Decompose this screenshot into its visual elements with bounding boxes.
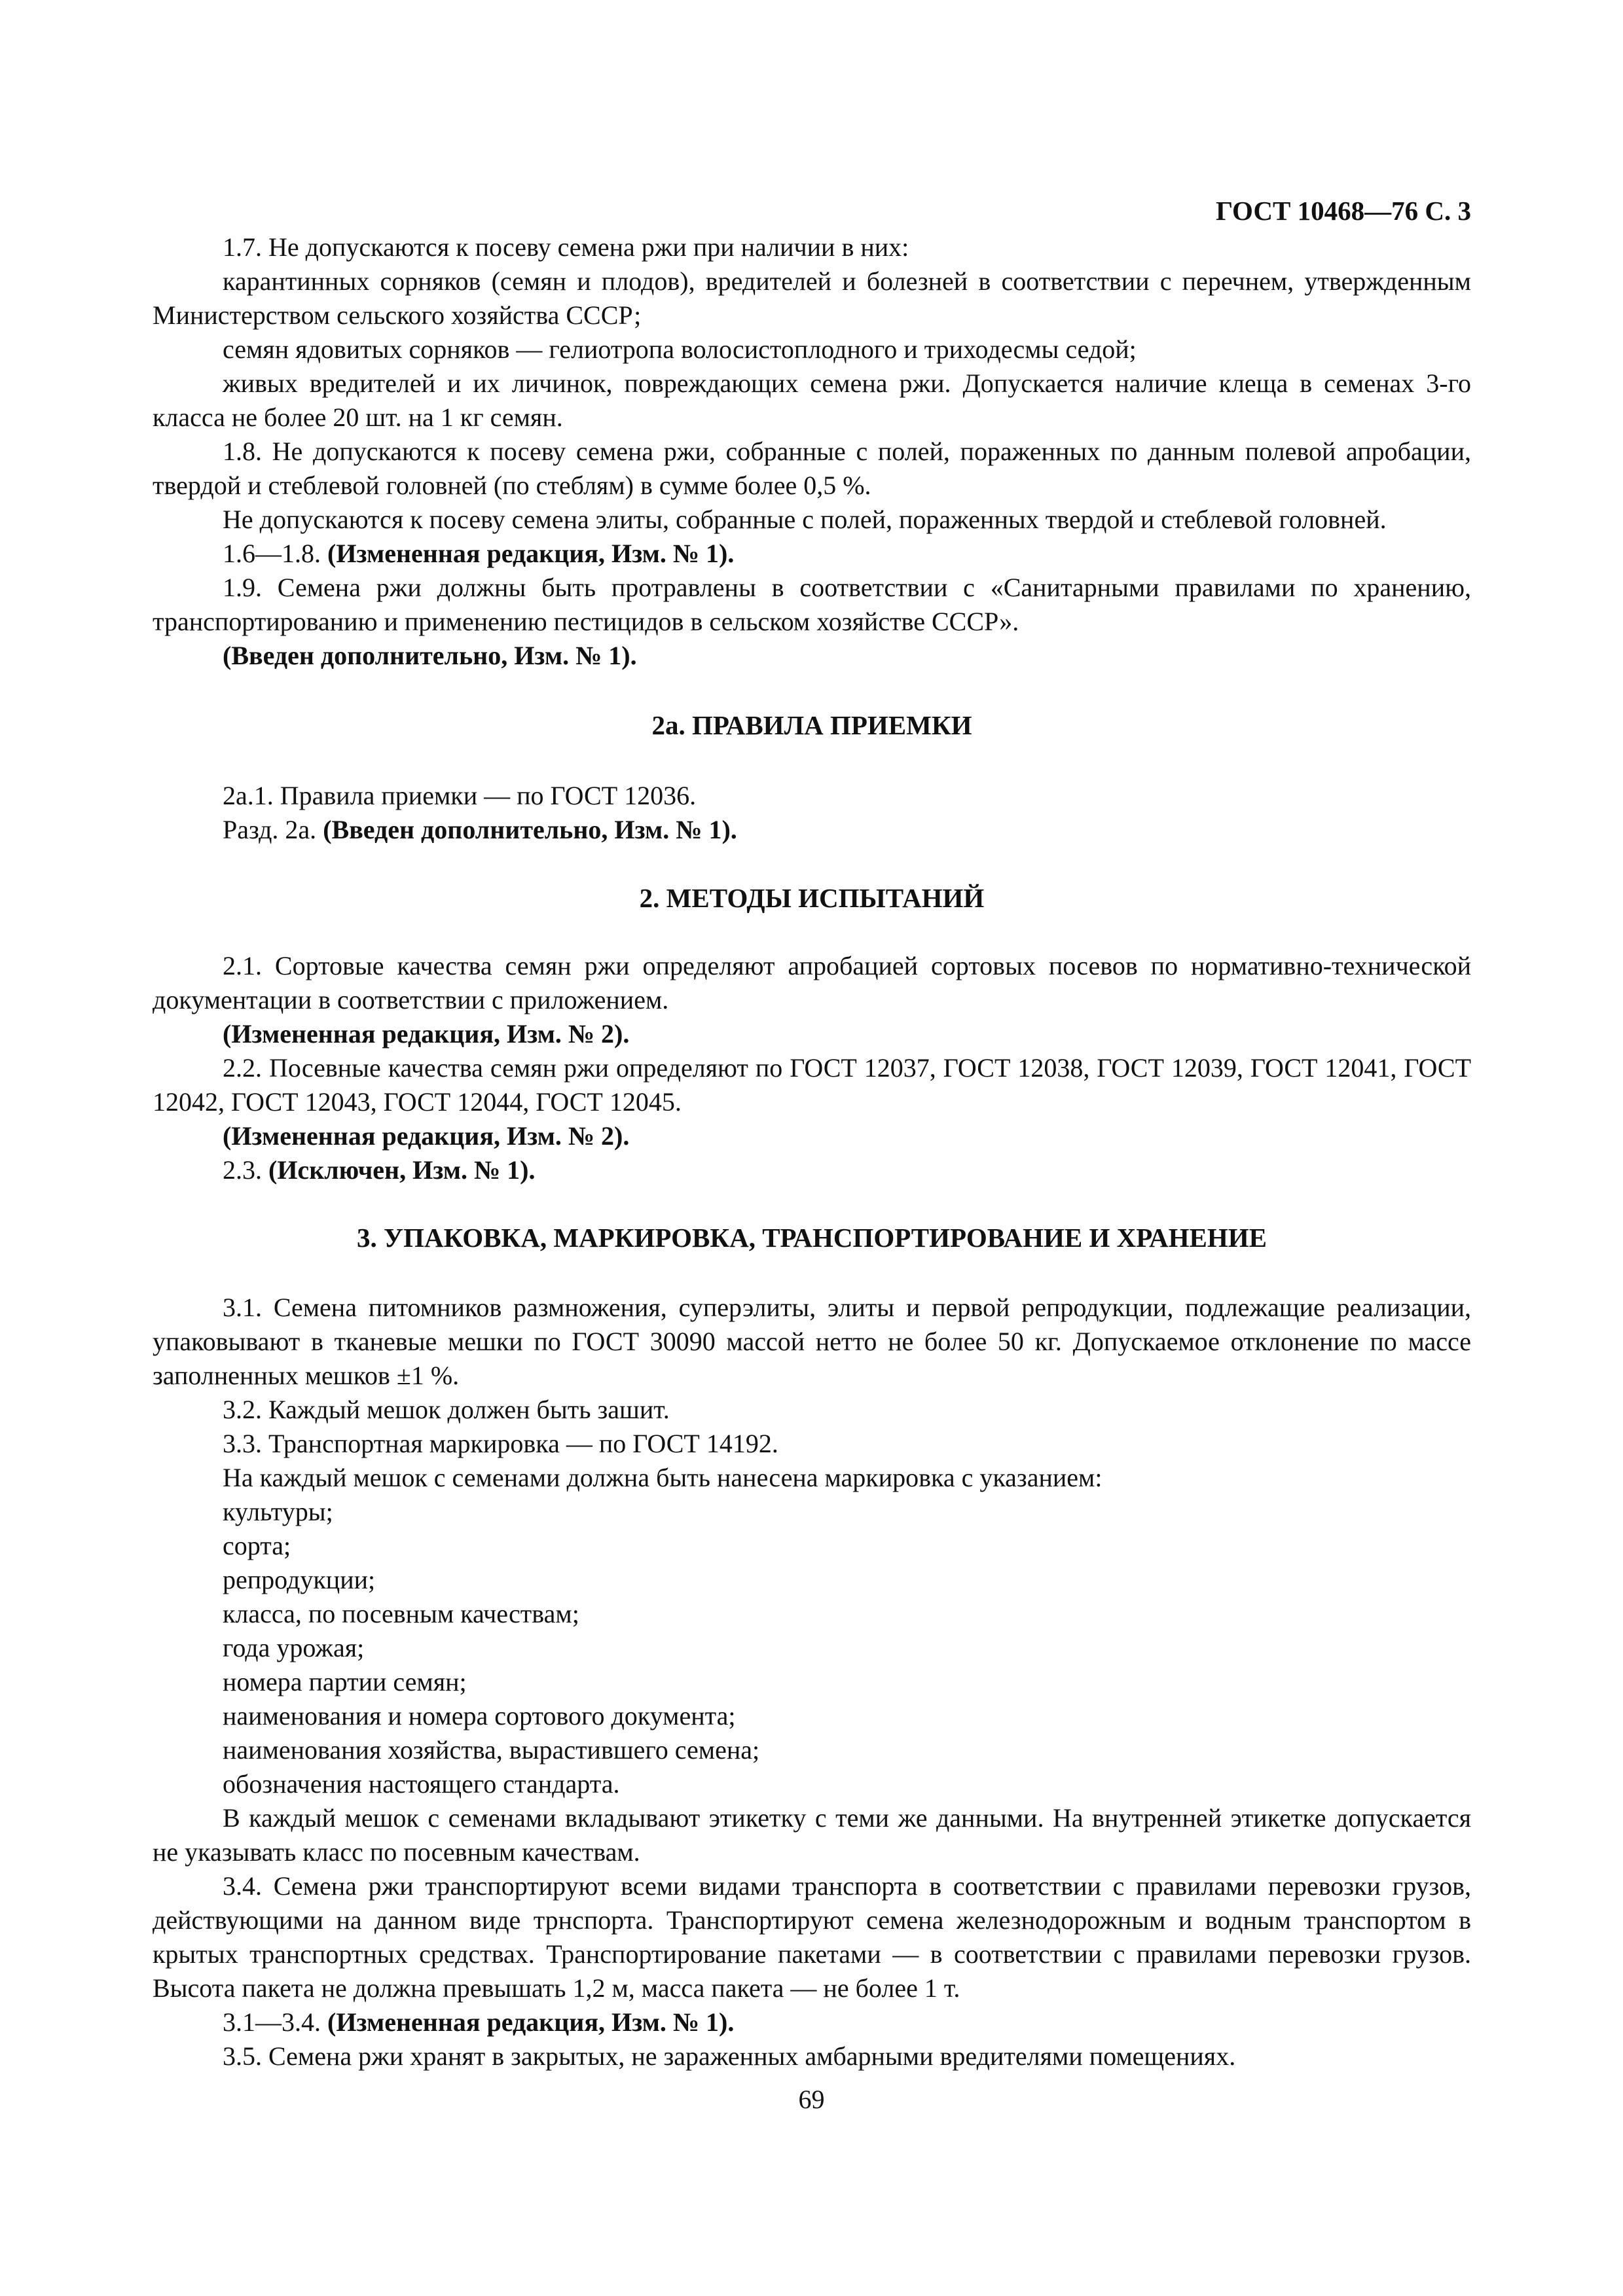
note-number: 3.1—3.4. <box>223 2007 321 2037</box>
list-item: сорта; <box>223 1531 291 1560</box>
paragraph-1-7: 1.7. Не допускаются к посеву семена ржи при наличии в них: <box>223 232 909 262</box>
paragraph-1-7-pests: живых вредителей и их личинок, повреждающих семена ржи. Допускается наличие клеща в семенах 3-го класса не более 20 шт. на 1 кг семян. <box>153 368 1471 432</box>
list-item: номера партии семян; <box>223 1667 467 1696</box>
page-header: ГОСТ 10468—76 С. 3 <box>1215 196 1471 226</box>
note-number: 1.6—1.8. <box>223 539 321 568</box>
paragraph-1-8-elite: Не допускаются к посеву семена элиты, собранные с полей, пораженных твердой и стеблевой головней. <box>223 505 1387 534</box>
amendment-note-2-1 <box>153 1017 1471 1051</box>
note-text: (Измененная редакция, Изм. № 2). <box>223 1019 630 1049</box>
list-item: репродукции; <box>223 1565 376 1594</box>
paragraph-1-7-weeds: семян ядовитых сорняков — гелиотропа волосистоплодного и триходесмы седой; <box>223 334 1137 364</box>
paragraph-3-1: 3.1. Семена питомников размножения, суперэлиты, элиты и первой репродукции, подлежащие реализации, упаковывают в тканевые мешки по ГОСТ 30090 массой нетто не более 50 кг. Допускаемое отклонение по массе заполненных мешков ±1 %. <box>153 1293 1471 1390</box>
page-content <box>153 230 1471 2073</box>
note-text: (Введен дополнительно, Изм. № 1). <box>223 641 637 670</box>
note-number: 2.3. <box>223 1155 262 1185</box>
page-number: 69 <box>798 2085 825 2114</box>
amendment-note-3-1-3-4 <box>153 2005 1471 2039</box>
amendment-note-2a <box>153 813 1471 847</box>
amendment-note-2-2 <box>153 1119 1471 1153</box>
note-text: (Измененная редакция, Изм. № 1). <box>327 2007 735 2037</box>
note-text: (Исключен, Изм. № 1). <box>268 1155 536 1185</box>
list-item: года урожая; <box>223 1633 365 1662</box>
paragraph-3-3-marking: На каждый мешок с семенами должна быть нанесена маркировка с указанием: <box>223 1463 1103 1492</box>
note-text: (Измененная редакция, Изм. № 1). <box>327 539 735 568</box>
paragraph-3-2: 3.2. Каждый мешок должен быть зашит. <box>223 1395 670 1424</box>
paragraph-3-4: 3.4. Семена ржи транспортируют всеми видами транспорта в соответствии с правилами перевозки грузов, действующими на данном виде трнспорта. Транспортируют семена железнодорожным и водным транспортом в крытых транспортных средствах. Транспортирование пакетами — в соответствии с правилами перевозки грузов. Высота пакета не должна превышать 1,2 м, масса пакета — не более 1 т. <box>153 1871 1471 2003</box>
amendment-note-1-9 <box>153 639 1471 673</box>
note-number: Разд. 2а. <box>223 815 317 844</box>
paragraph-2a-1: 2а.1. Правила приемки — по ГОСТ 12036. <box>223 781 697 810</box>
paragraph-2-3 <box>153 1153 1471 1187</box>
paragraph-3-3: 3.3. Транспортная маркировка — по ГОСТ 14192. <box>223 1429 778 1458</box>
list-item: наименования хозяйства, вырастившего семена; <box>223 1735 760 1765</box>
list-item: наименования и номера сортового документа; <box>223 1701 736 1731</box>
paragraph-1-9: 1.9. Семена ржи должны быть протравлены в соответствии с «Санитарными правилами по хранению, транспортированию и применению пестицидов в сельском хозяйстве СССР». <box>153 573 1471 636</box>
list-item: обозначения настоящего стандарта. <box>223 1769 620 1799</box>
paragraph-3-5: 3.5. Семена ржи хранят в закрытых, не зараженных амбарными вредителями помещениях. <box>223 2041 1236 2071</box>
marking-list <box>153 1495 1471 1801</box>
paragraph-2-2: 2.2. Посевные качества семян ржи определяют по ГОСТ 12037, ГОСТ 12038, ГОСТ 12039, ГОСТ 12041, ГОСТ 12042, ГОСТ 12043, ГОСТ 12044, ГОСТ 12045. <box>153 1053 1471 1117</box>
list-item: класса, по посевным качествам; <box>223 1599 579 1628</box>
paragraph-2-1: 2.1. Сортовые качества семян ржи определяют апробацией сортовых посевов по нормативно-технической документации в соответствии с приложением. <box>153 951 1471 1014</box>
section-title-2a: 2а. ПРАВИЛА ПРИЕМКИ <box>651 710 972 740</box>
list-item: культуры; <box>223 1497 333 1526</box>
paragraph-3-3-label: В каждый мешок с семенами вкладывают этикетку с теми же данными. На внутренней этикетке допускается не указывать класс по посевным качествам. <box>153 1803 1471 1867</box>
paragraph-1-7-quarantine: карантинных сорняков (семян и плодов), вредителей и болезней в соответствии с перечнем, утвержденным Министерством сельского хозяйства СССР; <box>153 266 1471 330</box>
note-text: (Введен дополнительно, Изм. № 1). <box>323 815 737 844</box>
amendment-note-1-6-1-8 <box>153 537 1471 571</box>
note-text: (Измененная редакция, Изм. № 2). <box>223 1121 630 1151</box>
section-title-3: 3. УПАКОВКА, МАРКИРОВКА, ТРАНСПОРТИРОВАНИЕ И ХРАНЕНИЕ <box>356 1223 1267 1253</box>
section-title-2: 2. МЕТОДЫ ИСПЫТАНИЙ <box>639 883 985 913</box>
paragraph-1-8: 1.8. Не допускаются к посеву семена ржи, собранные с полей, пораженных по данным полевой апробации, твердой и стеблевой головней (по стеблям) в сумме более 0,5 %. <box>153 437 1471 500</box>
